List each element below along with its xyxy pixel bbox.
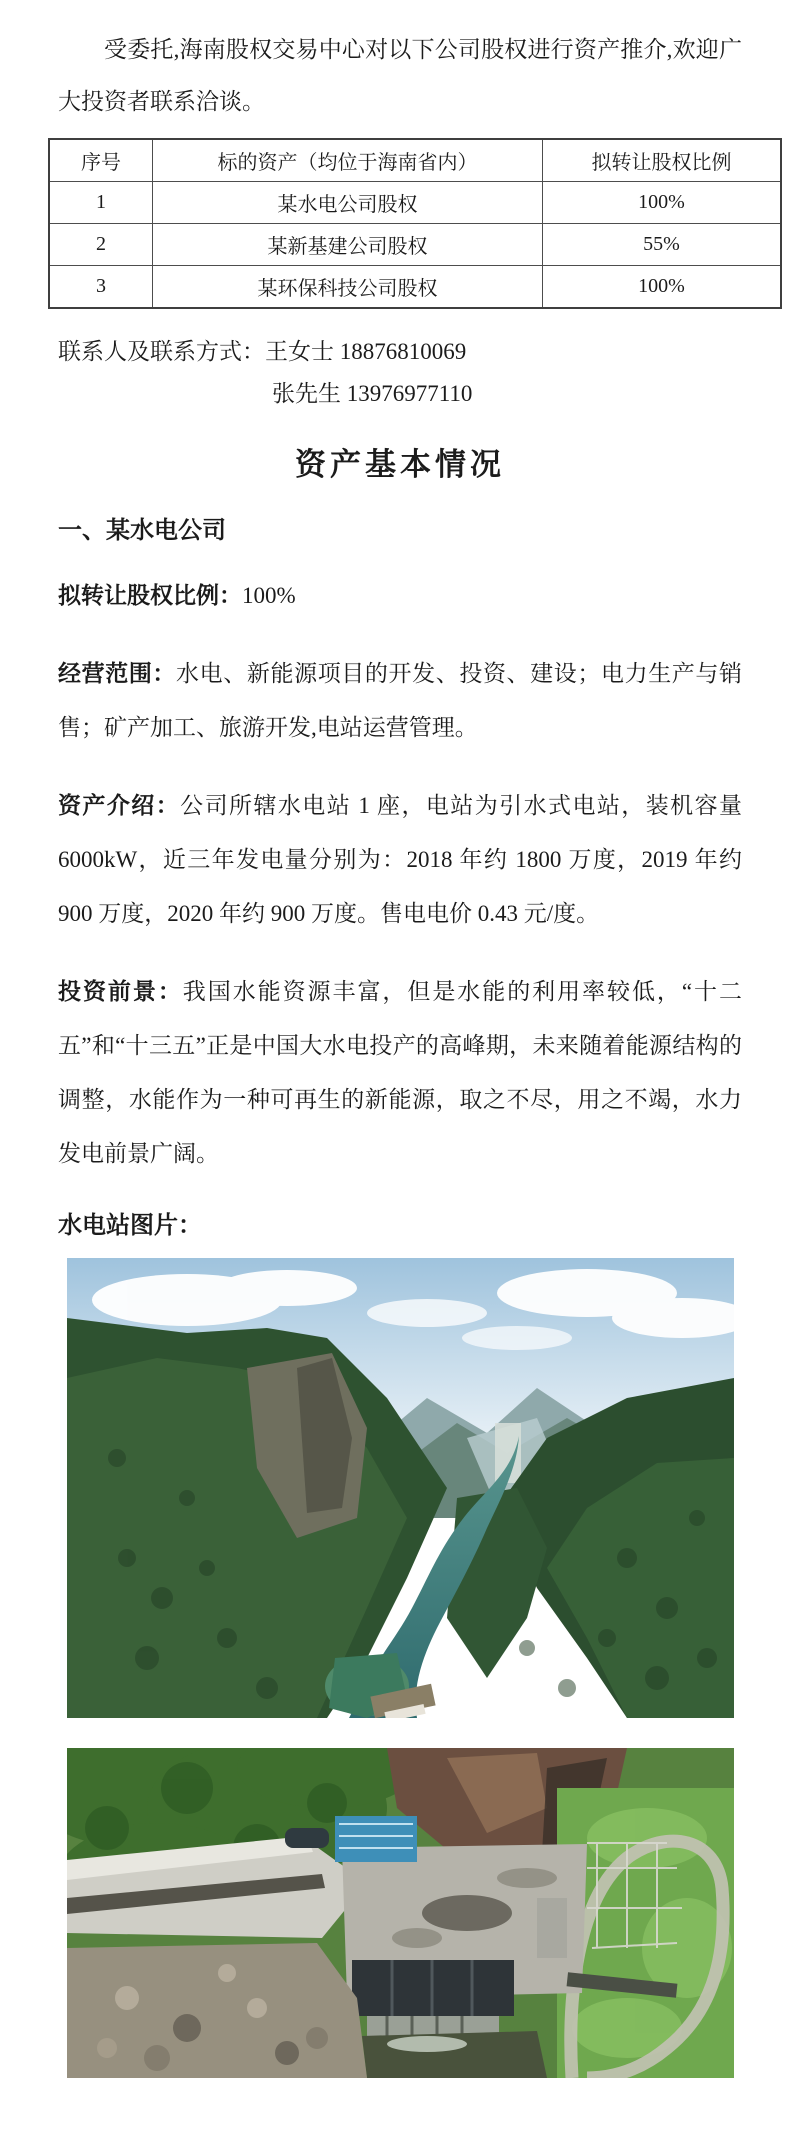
asset-text: 公司所辖水电站 1 座，电站为引水式电站，装机容量 6000kW，近三年发电量分别为：2018 年约 1800 万度，2019 年约 900 万度，2020 年约 900 万度。售电电价 0.43 元/度。: [58, 793, 743, 926]
row2-ratio: 55%: [543, 224, 782, 266]
ratio-value: 100%: [242, 583, 296, 608]
header-asset: 标的资产（均位于海南省内）: [153, 139, 543, 182]
row3-asset: 某环保科技公司股权: [153, 266, 543, 309]
row1-index: 1: [49, 182, 153, 224]
asset-intro-paragraph: [58, 779, 742, 941]
scope-label: 经营范围：: [58, 661, 177, 686]
table-row: [49, 182, 781, 224]
row2-asset: 某新基建公司股权: [153, 224, 543, 266]
contact-block: [58, 331, 742, 415]
table-row: [49, 266, 781, 309]
contact-line-2: 张先生 13976977110: [272, 381, 473, 406]
table-header-row: [49, 139, 781, 182]
row2-index: 2: [49, 224, 153, 266]
contact-line-1: 联系人及联系方式：王女士 18876810069: [58, 339, 467, 364]
prospect-paragraph: [58, 965, 742, 1181]
hydropower-photo-valley-aerial: [67, 1258, 734, 1718]
section-heading-company: 一、某水电公司: [58, 517, 226, 544]
scope-paragraph: [58, 647, 742, 755]
prospect-text: 我国水能资源丰富，但是水能的利用率较低，“十二五”和“十三五”正是中国大水电投产的高峰期，未来随着能源结构的调整，水能作为一种可再生的新能源，取之不尽，用之不竭，水力发电前景广阔。: [58, 979, 742, 1166]
hydropower-photo-station-topdown: [67, 1748, 734, 2078]
ratio-label: 拟转让股权比例：: [58, 583, 242, 608]
assets-table: [48, 138, 782, 309]
row3-index: 3: [49, 266, 153, 309]
row3-ratio: 100%: [543, 266, 782, 309]
header-ratio: 拟转让股权比例: [543, 139, 782, 182]
header-index: 序号: [49, 139, 153, 182]
ratio-line: [58, 569, 742, 623]
row1-ratio: 100%: [543, 182, 782, 224]
page-title: 资产基本情况: [295, 447, 505, 482]
intro-paragraph: 受委托,海南股权交易中心对以下公司股权进行资产推介,欢迎广大投资者联系洽谈。: [58, 37, 742, 114]
photos-label: 水电站图片：: [58, 1213, 202, 1239]
scope-text: 水电、新能源项目的开发、投资、建设；电力生产与销售；矿产加工、旅游开发,电站运营管理。: [58, 661, 743, 740]
row1-asset: 某水电公司股权: [153, 182, 543, 224]
asset-label: 资产介绍：: [58, 793, 181, 818]
table-row: [49, 224, 781, 266]
prospect-label: 投资前景：: [58, 979, 183, 1004]
